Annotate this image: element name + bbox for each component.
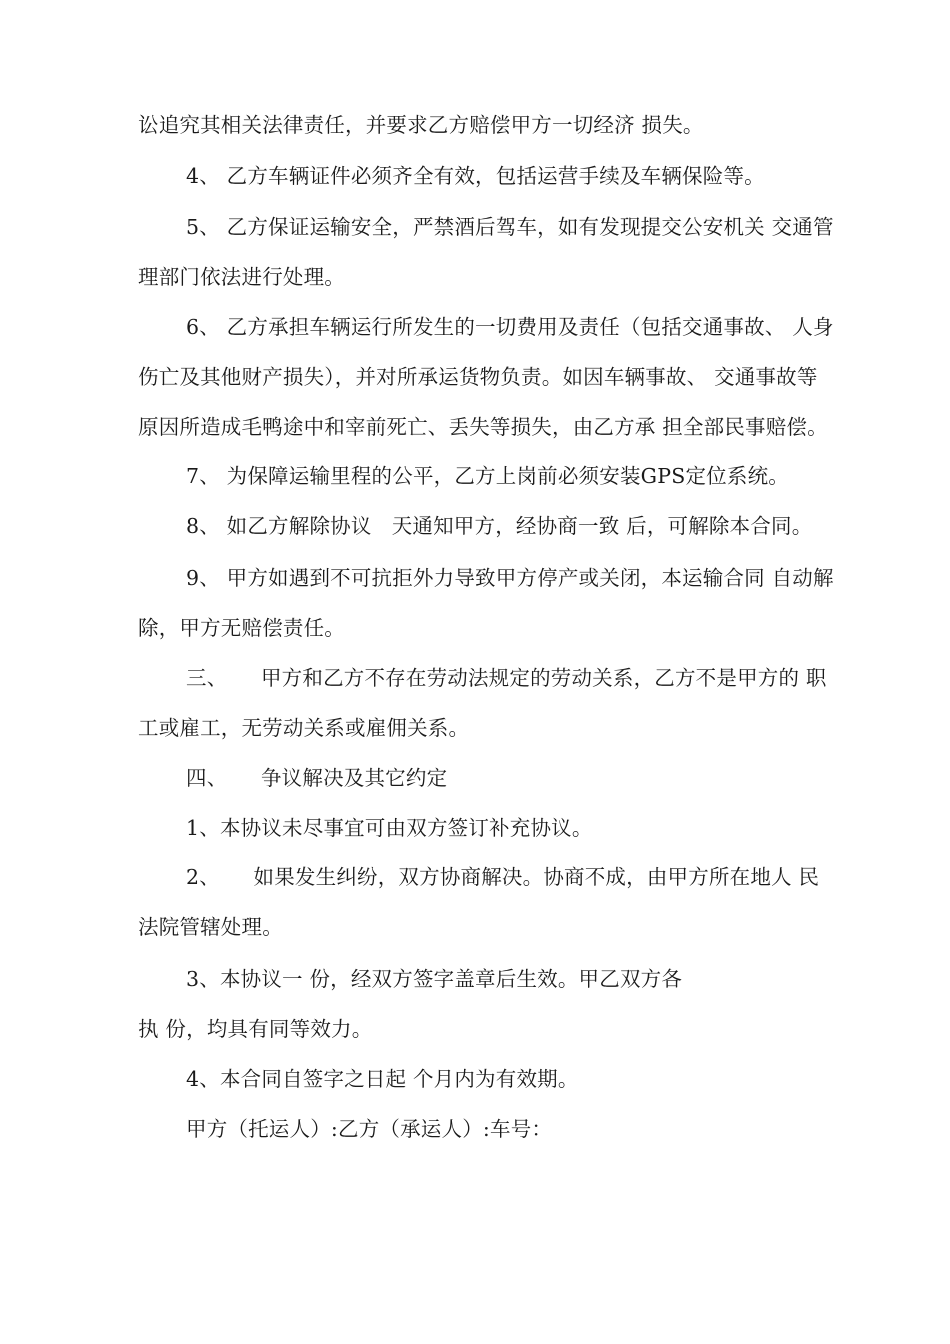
text-line: 8、 如乙方解除协议 天通知甲方，经协商一致 后，可解除本合同。 [186, 514, 813, 538]
text-line: 工或雇工，无劳动关系或雇佣关系。 [138, 716, 470, 740]
text-line: 伤亡及其他财产损失），并对所承运货物负责。如因车辆事故、 交通事故等 [138, 365, 818, 389]
text-line: 9、 甲方如遇到不可抗拒外力导致甲方停产或关闭，本运输合同 自动解 [186, 566, 834, 590]
text-line: 6、 乙方承担车辆运行所发生的一切费用及责任（包括交通事故、 人身 [186, 315, 834, 339]
text-line: 讼追究其相关法律责任，并要求乙方赔偿甲方一切经济 损失。 [138, 113, 704, 137]
text-line: 4、本合同自签字之日起 个月内为有效期。 [186, 1067, 579, 1091]
text-line: 1、本协议未尽事宜可由双方签订补充协议。 [186, 816, 593, 840]
text-line: 法院管辖处理。 [138, 915, 283, 939]
text-line: 原因所造成毛鸭途中和宰前死亡、丢失等损失，由乙方承 担全部民事赔偿。 [138, 415, 828, 439]
section-heading: 四、 争议解决及其它约定 [186, 766, 448, 790]
text-line: 理部门依法进行处理。 [138, 265, 345, 289]
signature-line: 甲方（托运人）:乙方（承运人）:车号： [186, 1117, 553, 1141]
text-line: 执 份，均具有同等效力。 [138, 1017, 373, 1041]
text-line: 三、 甲方和乙方不存在劳动法规定的劳动关系，乙方不是甲方的 职 [186, 666, 827, 690]
text-line: 2、 如果发生纠纷，双方协商解决。协商不成，由甲方所在地人 民 [186, 865, 820, 889]
text-line: 3、本协议一 份，经双方签字盖章后生效。甲乙双方各 [186, 967, 683, 991]
text-line: 除，甲方无赔偿责任。 [138, 616, 345, 640]
text-line: 5、 乙方保证运输安全，严禁酒后驾车，如有发现提交公安机关 交通管 [186, 215, 834, 239]
text-line: 7、 为保障运输里程的公平，乙方上岗前必须安装GPS定位系统。 [186, 464, 789, 488]
text-line: 4、 乙方车辆证件必须齐全有效，包括运营手续及车辆保险等。 [186, 164, 765, 188]
